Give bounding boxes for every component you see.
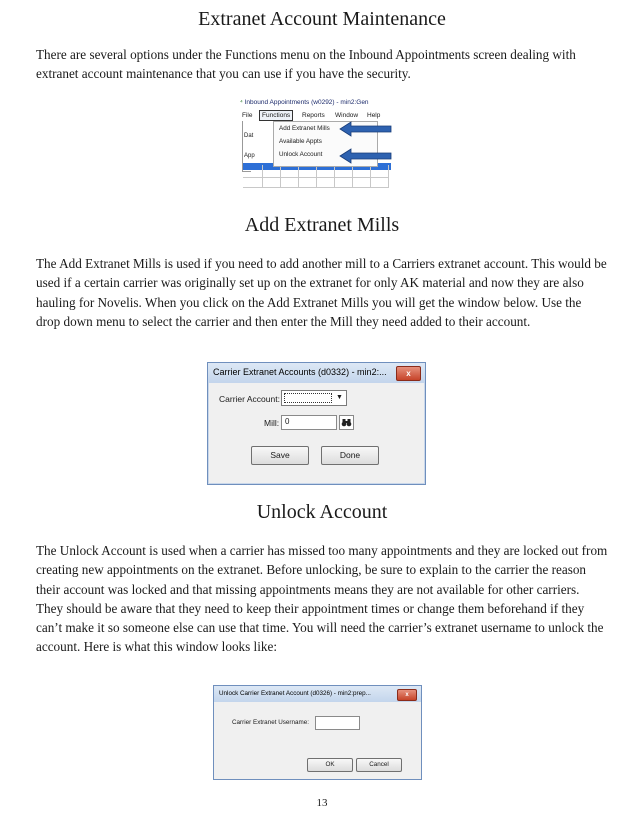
side-label: App <box>244 153 255 159</box>
arrow-icon <box>340 149 391 163</box>
dialog-title: Unlock Carrier Extranet Account (d0326) - min2:prep... <box>219 690 371 697</box>
page-title: Extranet Account Maintenance <box>198 8 446 30</box>
save-button[interactable]: Save <box>251 446 309 465</box>
menu-item-available-appts: Available Appts <box>279 138 322 145</box>
chevron-down-icon: ▼ <box>336 394 343 401</box>
dialog-titlebar <box>208 363 425 383</box>
pointer-arrows <box>337 121 393 165</box>
carrier-account-dropdown[interactable] <box>281 390 347 406</box>
username-label: Carrier Extranet Username: <box>232 719 309 726</box>
menu-item-unlock-account: Unlock Account <box>279 151 323 158</box>
menu-help: Help <box>367 112 381 119</box>
dialog-title: Carrier Extranet Accounts (d0332) - min2:... <box>213 367 387 377</box>
done-button[interactable]: Done <box>321 446 379 465</box>
section-heading-add-mills: Add Extranet Mills <box>244 214 400 236</box>
unlock-paragraph: The Unlock Account is used when a carrier has missed too many appointments and they are locked out from creating new appointments on the extranet. Before unlocking, be sure to explain to the carrier the reason their account was locked and that missing appointments means they are not available for other carriers. They should be aware that they need to keep their appointment times or change them beforehand if they can’t make it so someone else can use that time. You will need the carrier’s extranet username to unlock the account. Here is what this window looks like: <box>36 543 608 655</box>
intro-paragraph: There are several options under the Functions menu on the Inbound Appointments screen dealing with extranet account maintenance that you can use if you have the security. <box>36 47 576 82</box>
menu-functions: Functions <box>259 110 293 121</box>
menu-window: Window <box>335 112 359 119</box>
menu-reports: Reports <box>302 112 325 119</box>
mill-input[interactable]: 0 <box>281 415 337 430</box>
username-input[interactable] <box>315 716 360 730</box>
mill-label: Mill: <box>264 418 280 428</box>
window-title-text: Inbound Appointments (w0292) - min2:Gen <box>244 99 369 106</box>
cancel-button[interactable]: Cancel <box>356 758 402 772</box>
carrier-account-label: Carrier Account: <box>219 394 280 404</box>
app-icon: ⁴ <box>240 99 243 106</box>
menu-item-add-extranet-mills: Add Extranet Mills <box>279 125 330 132</box>
ok-button[interactable]: OK <box>307 758 353 772</box>
menubar <box>240 110 393 121</box>
page-number: 13 <box>316 797 328 809</box>
side-label: Dat <box>244 133 254 139</box>
arrow-icon <box>340 122 391 136</box>
section-heading-unlock: Unlock Account <box>256 501 388 523</box>
dialog-titlebar <box>214 686 421 702</box>
close-button[interactable]: x <box>396 366 421 381</box>
close-button[interactable]: x <box>397 689 417 701</box>
add-mills-paragraph: The Add Extranet Mills is used if you need to add another mill to a Carriers extranet account. This would be used if a certain carrier was originally set up on the extranet for only AK material and now they are also hauling for Novelis. When you click on the Add Extranet Mills you will get the window below. Use the drop down menu to select the carrier and then enter the Mill they need added to their account. <box>36 256 607 329</box>
menu-file: File <box>242 112 253 119</box>
binoculars-search-icon[interactable] <box>339 415 354 430</box>
functions-menu-screenshot <box>240 97 393 189</box>
carrier-extranet-accounts-dialog <box>207 362 426 485</box>
window-title <box>240 97 393 109</box>
unlock-carrier-account-dialog <box>213 685 422 780</box>
